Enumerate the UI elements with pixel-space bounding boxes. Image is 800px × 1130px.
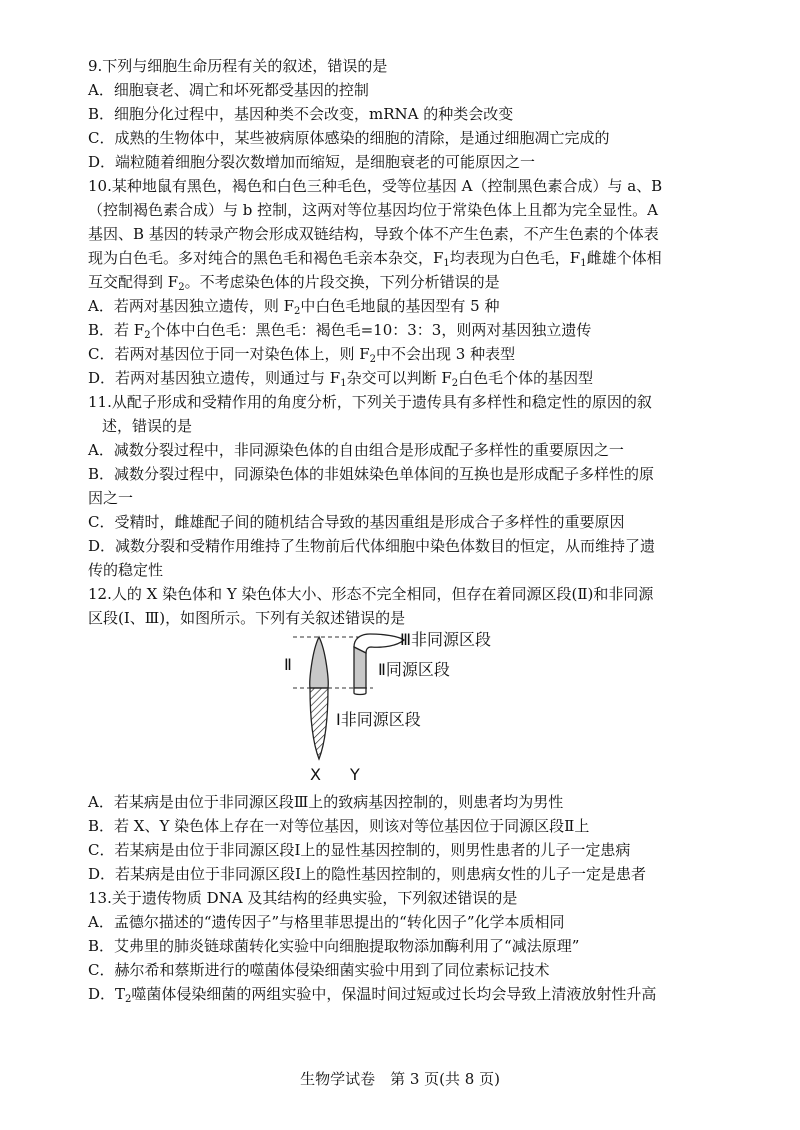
q10-stem-4-part: 雌雄个体相	[586, 249, 662, 267]
label-region-iii: Ⅲ非同源区段	[400, 630, 492, 649]
q10-option-d-part: 白色毛个体的基因型	[458, 369, 594, 387]
xy-chromosome-figure	[88, 631, 708, 791]
q10-option-c	[88, 343, 708, 367]
q10-option-c-part: C．若两对基因位于同一对染色体上，则 F	[88, 345, 370, 363]
q10-stem-5-part: 。不考虑染色体的片段交换，下列分析错误的是	[184, 273, 500, 291]
q9-stem: 9.下列与细胞生命历程有关的叙述，错误的是	[88, 57, 388, 75]
y-chromosome-end	[354, 688, 366, 695]
q12-option-c: C．若某病是由位于非同源区段Ⅰ上的显性基因控制的，则男性患者的儿子一定患病	[88, 841, 631, 859]
q10-option-c-part: 中不会出现 3 种表型	[376, 345, 516, 363]
q13-option-d	[88, 983, 708, 1007]
label-region-ii-right: Ⅱ同源区段	[378, 660, 450, 679]
q10-stem-4-part: 均表现为白色毛，F	[449, 249, 581, 267]
subscript: 2	[369, 354, 377, 365]
q10-option-d	[88, 367, 708, 391]
q11-option-a: A．减数分裂过程中，非同源染色体的自由组合是形成配子多样性的重要原因之一	[88, 441, 624, 459]
y-chromosome-homologous-region	[354, 647, 366, 688]
q10-stem-1: 10.某种地鼠有黑色，褐色和白色三种毛色，受等位基因 A（控制黑色素合成）与 a、B	[88, 177, 663, 195]
subscript: 1	[580, 258, 587, 269]
q10-option-a-part: A．若两对基因独立遗传，则 F	[88, 297, 295, 315]
q11-stem-2: 述，错误的是	[102, 417, 193, 435]
q11-option-b-2: 因之一	[88, 489, 134, 507]
label-x: X	[310, 765, 321, 784]
q10-option-a	[88, 295, 708, 319]
q12-option-d: D．若某病是由位于非同源区段Ⅰ上的隐性基因控制的，则患病女性的儿子一定是患者	[88, 865, 646, 883]
q10-stem-5-part: 互交配得到 F	[88, 273, 179, 291]
q12-option-a: A．若某病是由位于非同源区段Ⅲ上的致病基因控制的，则患者均为男性	[88, 793, 564, 811]
q13-stem: 13.关于遗传物质 DNA 及其结构的经典实验，下列叙述错误的是	[88, 889, 518, 907]
q9-option-c: C．成熟的生物体中，某些被病原体感染的细胞的清除，是通过细胞凋亡完成的	[88, 129, 610, 147]
page-footer: 生物学试卷 第 3 页(共 8 页)	[300, 1070, 500, 1088]
q10-stem-3: 基因、B 基因的转录产物会形成双链结构，导致个体不产生色素，不产生色素的个体表	[88, 225, 659, 243]
q9-option-b: B．细胞分化过程中，基因种类不会改变，mRNA 的种类会改变	[88, 105, 514, 123]
subscript: 2	[294, 306, 301, 317]
q10-option-d-part: D．若两对基因独立遗传，则通过与 F	[88, 369, 341, 387]
subscript: 1	[340, 378, 347, 389]
q10-stem-4	[88, 247, 708, 271]
q10-stem-5	[88, 271, 708, 295]
q10-option-a-part: 中白色毛地鼠的基因型有 5 种	[300, 297, 500, 315]
subscript: 2	[125, 994, 132, 1005]
q10-stem-4-part: 现为白色毛。多对纯合的黑色毛和褐色毛亲本杂交，F	[88, 249, 444, 267]
q10-option-b	[88, 319, 708, 343]
q12-option-b: B．若 X、Y 染色体上存在一对等位基因，则该对等位基因位于同源区段Ⅱ上	[88, 817, 590, 835]
x-chromosome-nonhomologous-region	[310, 688, 328, 759]
label-region-ii-left: Ⅱ	[284, 655, 292, 674]
subscript: 1	[443, 258, 450, 269]
q9-option-a: A．细胞衰老、凋亡和坏死都受基因的控制	[88, 81, 369, 99]
q12-stem-1: 12.人的 X 染色体和 Y 染色体大小、形态不完全相同，但存在着同源区段(Ⅱ)和非同源	[88, 585, 654, 603]
q11-option-d-2: 传的稳定性	[88, 561, 164, 579]
q13-option-d-part: 噬菌体侵染细菌的两组实验中，保温时间过短或过长均会导致上清液放射性升高	[131, 985, 657, 1003]
subscript: 2	[451, 378, 459, 389]
q10-stem-2: （控制褐色素合成）与 b 控制，这两对等位基因均位于常染色体上且都为完全显性。A	[88, 201, 658, 219]
subscript: 2	[178, 282, 185, 293]
q12-stem-2: 区段(Ⅰ、Ⅲ)，如图所示。下列有关叙述错误的是	[88, 609, 406, 627]
q13-option-b: B．艾弗里的肺炎链球菌转化实验中向细胞提取物添加酶利用了“减法原理”	[88, 937, 580, 955]
q13-option-c: C．赫尔希和蔡斯进行的噬菌体侵染细菌实验中用到了同位素标记技术	[88, 961, 550, 979]
q11-option-c: C．受精时，雌雄配子间的随机结合导致的基因重组是形成合子多样性的重要原因	[88, 513, 625, 531]
label-region-i: Ⅰ非同源区段	[336, 710, 421, 729]
q11-option-b-1: B．减数分裂过程中，同源染色体的非姐妹染色单体间的互换也是形成配子多样性的原	[88, 465, 655, 483]
label-y: Y	[350, 765, 360, 784]
q10-option-d-part: 杂交可以判断 F	[346, 369, 452, 387]
x-chromosome-homologous-region	[310, 637, 328, 688]
q10-option-b-part: 个体中白色毛：黑色毛：褐色毛=10：3：3，则两对基因独立遗传	[150, 321, 592, 339]
q13-option-a: A．孟德尔描述的“遗传因子”与格里菲思提出的“转化因子”化学本质相同	[88, 913, 565, 931]
exam-page	[88, 55, 708, 1007]
q11-stem-1: 11.从配子形成和受精作用的角度分析，下列关于遗传具有多样性和稳定性的原因的叙	[88, 393, 652, 411]
q13-option-d-part: D．T	[88, 985, 126, 1003]
q10-option-b-part: B．若 F	[88, 321, 145, 339]
q11-option-d-1: D．减数分裂和受精作用维持了生物前后代体细胞中染色体数目的恒定，从而维持了遗	[88, 537, 656, 555]
q9-option-d: D．端粒随着细胞分裂次数增加而缩短，是细胞衰老的可能原因之一	[88, 153, 536, 171]
subscript: 2	[144, 330, 151, 341]
